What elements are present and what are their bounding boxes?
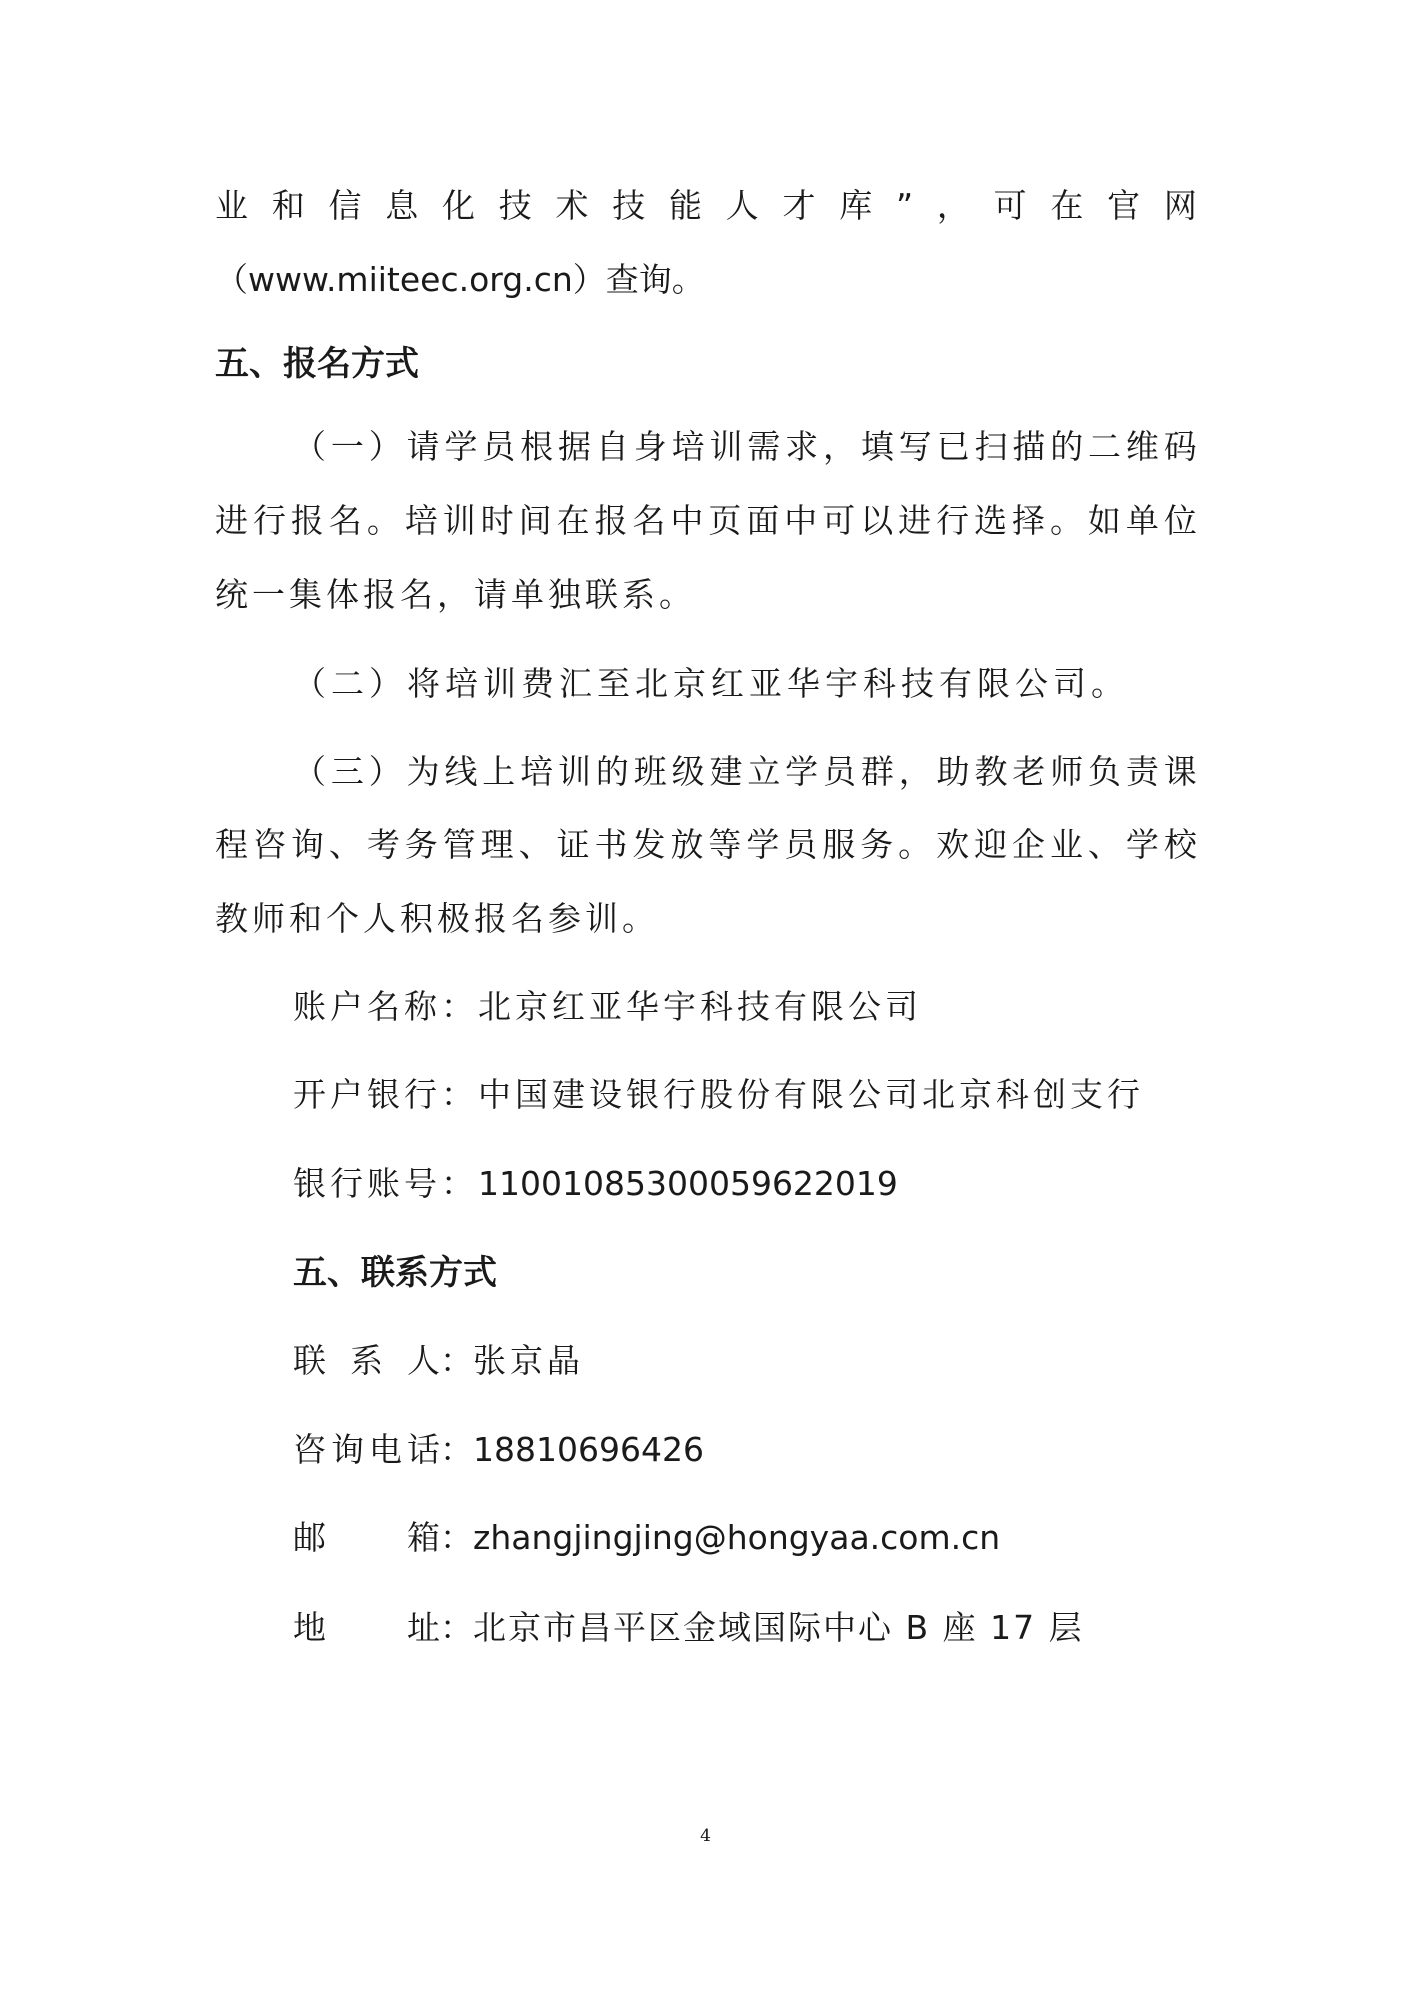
register-p3-line-2-char: 学: [1125, 825, 1159, 864]
register-p3-line-2-char: 、: [328, 825, 362, 864]
register-p3-line-1-char: 三: [330, 752, 364, 791]
register-p1-line-2-char: 面: [746, 501, 780, 540]
register-p1-line-1-char: 写: [898, 427, 932, 466]
account-name-row: [293, 985, 922, 1029]
register-p2: （二）将培训费汇至北京红亚华宇科技有限公司。: [293, 664, 1129, 703]
register-p3-line-1-char: 班: [633, 752, 667, 791]
contact-label-char: 系: [350, 1341, 383, 1380]
contact-row-address: [293, 1606, 1084, 1650]
contact-label-char: 话：: [407, 1430, 473, 1469]
register-p3-line-2-char: 务: [404, 825, 438, 864]
register-p3-line-1-char: 上: [482, 752, 516, 791]
register-p3-line-2-char: 员: [784, 825, 818, 864]
account-bank-label: 开户银行：: [293, 1075, 478, 1114]
intro-line-1-char: 技: [612, 186, 646, 225]
register-p1-line-2-char: 位: [1163, 501, 1197, 540]
intro-line-1-char: 业: [215, 186, 248, 225]
register-p1-line-1-char: 描: [1012, 427, 1046, 466]
contact-label-char: 电: [369, 1430, 402, 1469]
register-p3-line-2-char: 、: [1087, 825, 1121, 864]
contact-row-person: [293, 1339, 584, 1383]
account-number-value: 11001085300059622019: [478, 1164, 898, 1203]
register-p1-line-1-char: 学: [444, 427, 478, 466]
contact-label-char: 联: [293, 1341, 326, 1380]
register-p3-line-2-char: 考: [366, 825, 400, 864]
intro-line-1-char: 官: [1107, 186, 1141, 225]
register-p3-line-2-char: 。: [898, 825, 932, 864]
intro-line-1-char: 才: [782, 186, 816, 225]
register-p1-line-2-char: 可: [822, 501, 856, 540]
register-p1-line-3: 统一集体报名，请单独联系。: [215, 575, 696, 614]
register-p1-line-2-char: 训: [442, 501, 476, 540]
register-p3-line-1-char: 负: [1088, 752, 1122, 791]
register-p1-line-1-char: ）: [368, 427, 402, 466]
register-p1-line-2-char: 名: [632, 501, 666, 540]
intro-line-1-char: 和: [271, 186, 305, 225]
register-p3-line-1-char: （: [293, 752, 326, 791]
contact-label-char: 地: [293, 1608, 326, 1647]
register-p3-line-1-char: 建: [709, 752, 743, 791]
register-p3-line-2-char: 服: [822, 825, 856, 864]
register-p3-line-2-char: 等: [708, 825, 742, 864]
register-p1-line-1-char: 培: [671, 427, 705, 466]
register-p3-line-2-char: 迎: [974, 825, 1008, 864]
intro-line-1-char: ”: [896, 186, 914, 225]
register-p3-line-2-char: 校: [1163, 825, 1197, 864]
register-p1-line-1-char: （: [293, 427, 326, 466]
account-name-value: 北京红亚华宇科技有限公司: [478, 987, 922, 1026]
register-p1-line-1-char: 根: [520, 427, 554, 466]
register-p1-line-2-char: 页: [708, 501, 742, 540]
register-p3-line-1-char: 级: [671, 752, 705, 791]
register-p3-line-2-char: 管: [442, 825, 476, 864]
register-p1-line-2-char: 报: [290, 501, 324, 540]
register-p3-line-2-char: 询: [290, 825, 324, 864]
register-p1-line-2-char: 如: [1087, 501, 1121, 540]
register-p3-line-1-char: 培: [520, 752, 554, 791]
register-p1-line-2-char: 择: [1012, 501, 1046, 540]
intro-line-1-char: 能: [669, 186, 702, 225]
register-p1-line-1-char: 已: [936, 427, 970, 466]
register-p1-line-1-char: 一: [330, 427, 364, 466]
register-p1-line-2-char: 培: [404, 501, 438, 540]
contact-email-label: [293, 1516, 473, 1560]
account-bank-value: 中国建设银行股份有限公司北京科创支行: [478, 1075, 1144, 1114]
register-p1-line-2-char: 报: [594, 501, 628, 540]
register-p1-line-1: [293, 425, 1197, 469]
register-p3-line-1-char: 群: [860, 752, 894, 791]
register-p1-line-1-char: ，: [823, 427, 857, 466]
page-number: 4: [700, 1826, 711, 1846]
intro-line-1-char: 技: [498, 186, 532, 225]
register-p3-line-1-char: 线: [444, 752, 478, 791]
register-p3-line-3: 教师和个人积极报名参训。: [215, 899, 659, 938]
register-p1-line-2-char: 进: [898, 501, 932, 540]
register-p1-line-2-char: 时: [480, 501, 514, 540]
intro-line-1-char: 信: [328, 186, 362, 225]
contact-label-char: 人：: [407, 1341, 473, 1380]
register-p1-line-2-char: 行: [936, 501, 970, 540]
register-p3-line-1-char: ，: [898, 752, 932, 791]
register-p3-line-2-char: 书: [594, 825, 628, 864]
intro-line-1-char: 息: [385, 186, 419, 225]
register-p1-line-1-char: 据: [558, 427, 592, 466]
register-p3-line-1-char: 教: [974, 752, 1008, 791]
contact-label-char: 邮: [293, 1518, 326, 1557]
register-p1-line-1-char: 员: [482, 427, 516, 466]
register-p1-line-2-char: 单: [1125, 501, 1159, 540]
register-p3-line-2-char: 学: [746, 825, 780, 864]
contact-row-email: [293, 1516, 1000, 1560]
register-p3-line-1-char: 员: [823, 752, 857, 791]
register-p3-line-1-char: 老: [1012, 752, 1046, 791]
register-p3-line-1-char: 助: [936, 752, 970, 791]
register-p1-line-2-char: 中: [670, 501, 704, 540]
section-heading-contact: 五、联系方式: [293, 1253, 497, 1293]
register-p1-line-1-char: 需: [747, 427, 781, 466]
register-p3-line-2-char: 欢: [936, 825, 970, 864]
register-p1-line-2-char: 在: [556, 501, 590, 540]
contact-address-label: [293, 1606, 473, 1650]
register-p1-line-1-char: 二: [1088, 427, 1122, 466]
register-p1-line-1-char: 维: [1125, 427, 1159, 466]
register-p3-line-1-char: 的: [595, 752, 629, 791]
register-p3-line-1: [293, 750, 1197, 794]
register-p1-line-2-char: 。: [1049, 501, 1083, 540]
register-p1-line-1-char: 填: [860, 427, 894, 466]
register-p3-line-2-char: 理: [480, 825, 514, 864]
account-number-label: 银行账号：: [293, 1164, 478, 1203]
register-p1-line-2-char: 名: [328, 501, 362, 540]
register-p1-line-1-char: 请: [406, 427, 440, 466]
contact-address-value: 北京市昌平区金域国际中心 B 座 17 层: [473, 1608, 1084, 1647]
register-p1-line-2-char: 进: [215, 501, 248, 540]
register-p3-line-2-char: 务: [860, 825, 894, 864]
register-p1-line-1-char: 码: [1163, 427, 1197, 466]
register-p3-line-1-char: 学: [785, 752, 819, 791]
register-p1-line-1-char: 求: [785, 427, 819, 466]
contact-phone-label: [293, 1428, 473, 1472]
intro-line-1: [215, 184, 1197, 228]
register-p3-line-2-char: 证: [556, 825, 590, 864]
register-p1-line-1-char: 的: [1050, 427, 1084, 466]
section-heading-register: 五、报名方式: [215, 344, 419, 384]
intro-line-1-char: 在: [1050, 186, 1084, 225]
register-p1-line-2-char: 中: [784, 501, 818, 540]
register-p3-line-2-char: 、: [518, 825, 552, 864]
register-p3-line-2-char: 放: [670, 825, 704, 864]
register-p3-line-2-char: 业: [1049, 825, 1083, 864]
register-p1-line-2-char: 以: [860, 501, 894, 540]
register-p1-line-1-char: 扫: [974, 427, 1008, 466]
register-p3-line-2-char: 程: [215, 825, 248, 864]
intro-line-1-char: 术: [555, 186, 589, 225]
contact-person-label: [293, 1339, 473, 1383]
register-p1-line-2-char: 行: [252, 501, 286, 540]
register-p1-line-2-char: 选: [974, 501, 1008, 540]
register-p3-line-2-char: 咨: [252, 825, 286, 864]
contact-phone-value: 18810696426: [473, 1430, 704, 1469]
register-p3-line-1-char: 责: [1125, 752, 1159, 791]
intro-line-1-char: 库: [839, 186, 873, 225]
register-p3-line-2-char: 发: [632, 825, 666, 864]
register-p3-line-1-char: 课: [1163, 752, 1197, 791]
contact-email-value: zhangjingjing@hongyaa.com.cn: [473, 1518, 1001, 1557]
contact-label-char: 址：: [407, 1608, 473, 1647]
intro-line-1-char: 化: [442, 186, 475, 225]
register-p3-line-2: [215, 823, 1197, 867]
register-p3-line-1-char: 为: [406, 752, 440, 791]
intro-line-1-char: 网: [1163, 186, 1197, 225]
account-name-label: 账户名称：: [293, 987, 478, 1026]
register-p1-line-2-char: 间: [518, 501, 552, 540]
contact-label-char: 箱：: [407, 1518, 473, 1557]
register-p3-line-1-char: 师: [1050, 752, 1084, 791]
register-p3-line-2-char: 企: [1012, 825, 1046, 864]
contact-person-value: 张京晶: [473, 1341, 584, 1380]
register-p1-line-1-char: 训: [709, 427, 743, 466]
register-p3-line-1-char: 立: [747, 752, 781, 791]
register-p1-line-1-char: 自: [595, 427, 629, 466]
intro-line-2: （www.miiteec.org.cn）查询。: [215, 260, 705, 299]
register-p3-line-1-char: ）: [368, 752, 402, 791]
register-p1-line-1-char: 身: [633, 427, 667, 466]
contact-label-char: 询: [331, 1430, 364, 1469]
account-number-row: [293, 1162, 898, 1206]
intro-line-1-char: ，: [936, 186, 970, 225]
register-p3-line-1-char: 训: [558, 752, 592, 791]
intro-line-1-char: 人: [725, 186, 759, 225]
register-p1-line-2: [215, 499, 1197, 543]
contact-row-phone: [293, 1428, 704, 1472]
account-bank-row: [293, 1073, 1144, 1117]
intro-line-1-char: 可: [993, 186, 1027, 225]
register-p1-line-2-char: 。: [366, 501, 400, 540]
contact-label-char: 咨: [293, 1430, 326, 1469]
